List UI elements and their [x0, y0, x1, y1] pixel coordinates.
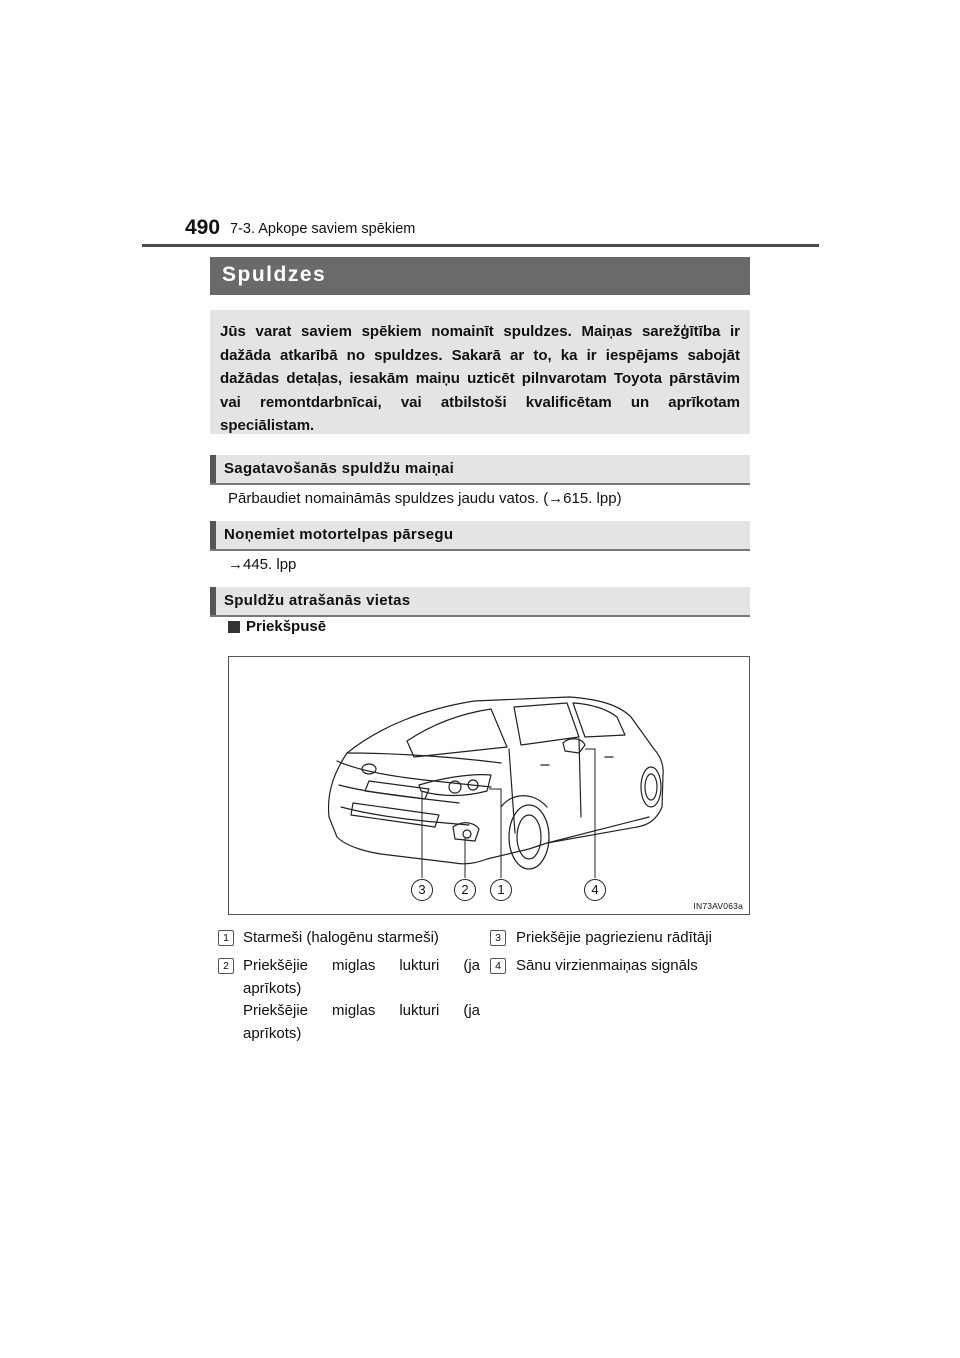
legend-badge-3: 3 — [490, 930, 506, 946]
subsection-front: Priekšpusē — [246, 618, 327, 635]
legend-item-2a: Priekšējie miglas lukturi (ja aprīkots) — [243, 957, 480, 997]
header-rule — [142, 244, 819, 247]
legend-badge-4: 4 — [490, 958, 506, 974]
figure-code: IN73AV063a — [693, 901, 743, 911]
heading-stripe — [210, 521, 216, 549]
section-text-preparation: Pārbaudiet nomaināmās spuldzes jaudu vatos. (→615. lpp) — [228, 490, 622, 507]
page-number: 490 — [185, 216, 221, 239]
section-reference: 7-3. Apkope saviem spēkiem — [230, 221, 416, 237]
legend-item-3: Priekšējie pagriezienu rādītāji — [516, 929, 712, 946]
intro-box: Jūs varat saviem spēkiem nomainīt spuldzes. Maiņas sarežģītība ir dažāda atkarībā no spuldzes. Sakarā ar to, ka ir iespējams sabojāt dažādas detaļas, iesakām maiņu uzticēt pilnvarotam Toyota pārstāvim vai remontdarbnīcai, vai atbilstoši kvalificētam un aprīkotam speciālistam. — [210, 310, 750, 434]
heading-stripe — [210, 455, 216, 483]
legend-item-2b: Priekšējie miglas lukturi (ja aprīkots) — [243, 1002, 480, 1042]
section-heading-preparation — [210, 455, 750, 485]
square-bullet-icon — [228, 621, 240, 633]
callout-1: 1 — [490, 879, 512, 901]
callout-2: 2 — [454, 879, 476, 901]
section-heading-label: Noņemiet motortelpas pārsegu — [224, 526, 454, 543]
page-title: Spuldzes — [222, 263, 327, 286]
callout-4: 4 — [584, 879, 606, 901]
callout-3: 3 — [411, 879, 433, 901]
title-bar — [210, 257, 750, 295]
legend-item-1: Starmeši (halogēnu starmeši) — [243, 929, 439, 946]
car-figure — [228, 656, 750, 915]
legend-badge-1: 1 — [218, 930, 234, 946]
section-heading-label: Sagatavošanās spuldžu maiņai — [224, 460, 455, 477]
section-heading-hood — [210, 521, 750, 551]
section-heading-label: Spuldžu atrašanās vietas — [224, 592, 411, 609]
heading-stripe — [210, 587, 216, 615]
section-heading-locations — [210, 587, 750, 617]
car-illustration — [229, 657, 749, 914]
legend-badge-2: 2 — [218, 958, 234, 974]
legend-item-4: Sānu virzienmaiņas signāls — [516, 957, 698, 974]
section-text-hood: →445. lpp — [228, 556, 297, 573]
